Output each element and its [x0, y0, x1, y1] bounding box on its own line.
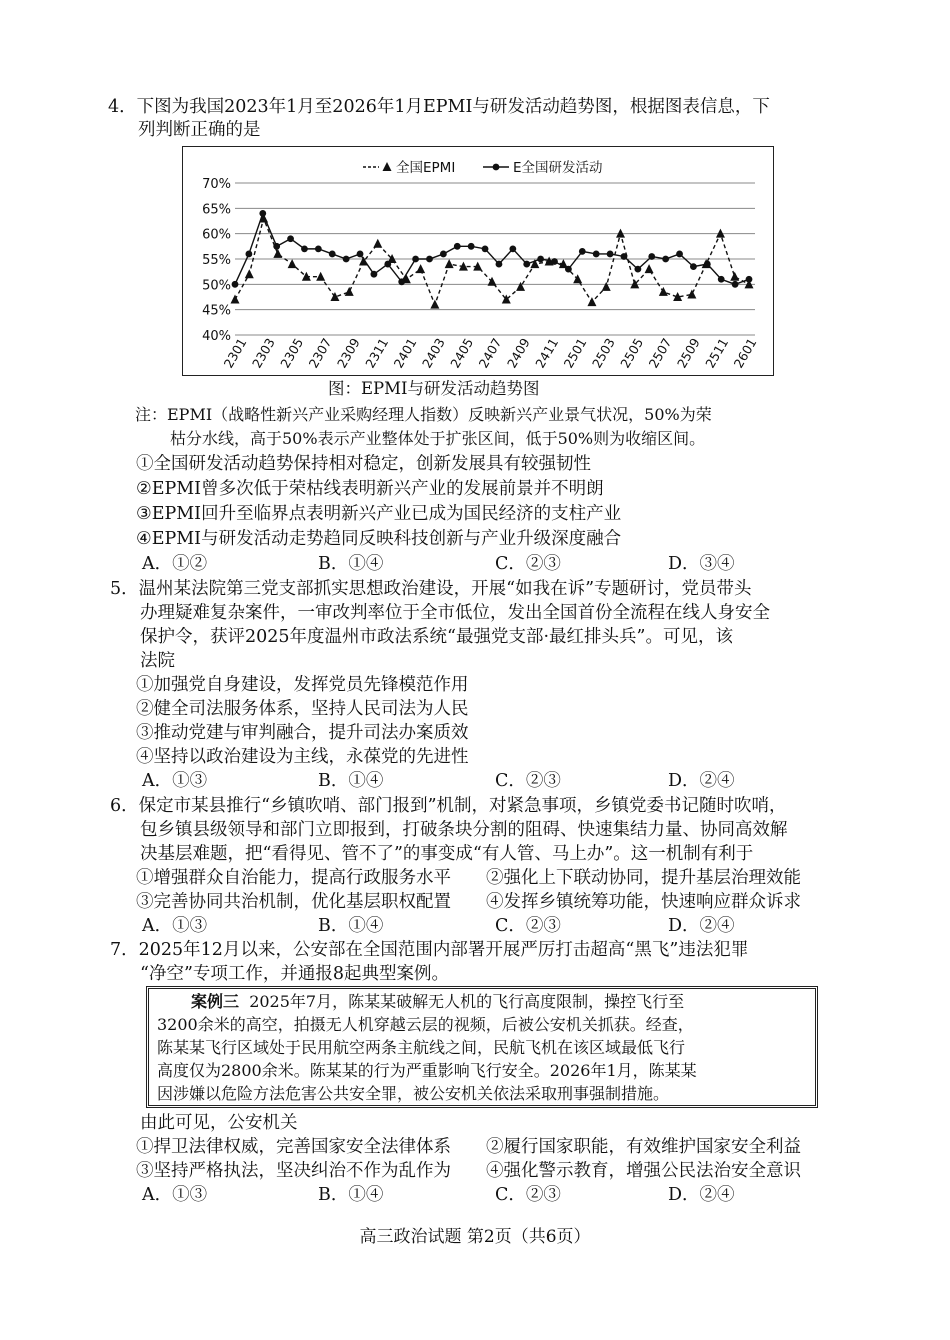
x-tick-label: 2303: [248, 335, 278, 371]
x-tick-label: 2311: [362, 335, 392, 371]
q7-option-2: ②履行国家职能，有效维护国家安全利益: [486, 1137, 801, 1157]
legend-rd-label: E全国研发活动: [513, 160, 603, 176]
rd-point: [357, 251, 364, 258]
epmi-point: [416, 264, 425, 273]
rd-point: [384, 261, 391, 268]
epmi-point: [645, 264, 654, 273]
x-tick-label: 2405: [447, 335, 477, 371]
epmi-point: [373, 239, 382, 248]
q4-note-line2: 枯分水线，高于50%表示产业整体处于扩张区间，低于50%则为收缩区间。: [170, 429, 706, 448]
q7-choice-b: B．①④: [318, 1185, 384, 1205]
page-footer: 高三政治试题 第2页（共6页）: [359, 1227, 591, 1247]
x-tick-label: 2407: [475, 335, 505, 371]
rd-point: [482, 245, 489, 252]
q7-stem-line1: 7．2025年12月以来，公安部在全国范围内部署开展严厉打击超高“黑飞”违法犯罪: [110, 940, 749, 960]
rd-point: [746, 276, 753, 283]
q5-option-3: ③推动党建与审判融合，提升司法办案质效: [136, 723, 469, 743]
q7-option-4: ④强化警示教育，增强公民法治安全意识: [486, 1161, 801, 1181]
series-line-0: [235, 218, 749, 304]
q6-option-2: ②强化上下联动协同，提升基层治理效能: [486, 868, 801, 888]
x-tick-label: 2507: [645, 335, 675, 371]
y-tick-label: 65%: [202, 202, 231, 218]
q5-choice-d: D．②④: [668, 771, 735, 791]
rd-point: [287, 235, 294, 242]
epmi-point: [345, 287, 354, 296]
rd-point: [579, 248, 586, 255]
epmi-point: [602, 282, 611, 291]
epmi-point: [516, 282, 525, 291]
case-line2: 3200余米的高空，拍摄无人机穿越云层的视频，后被公安机关抓获。经查，: [157, 1015, 694, 1034]
q6-option-3: ③完善协同共治机制，优化基层职权配置: [136, 892, 451, 912]
rd-point: [593, 251, 600, 258]
q6-stem-line3: 决基层难题，把“看得见、管不了”的事变成“有人管、马上办”。这一机制有利于: [140, 844, 754, 864]
rd-point: [412, 256, 419, 263]
rd-point: [454, 243, 461, 250]
epmi-point: [659, 287, 668, 296]
rd-point: [537, 256, 544, 263]
q6-choice-c: C．②③: [495, 916, 561, 936]
q4-stem-line1: 4．下图为我国2023年1月至2026年1月EPMI与研发活动趋势图，根据图表信息，下: [108, 97, 770, 117]
rd-point: [301, 245, 308, 252]
x-tick-label: 2309: [333, 335, 363, 371]
case-line3: 陈某某飞行区域处于民用航空两条主航线之间，民航飞机在该区域最低飞行: [157, 1038, 686, 1057]
case-line1-wrap: [191, 991, 684, 1013]
rd-point: [245, 251, 252, 258]
x-tick-label: 2509: [673, 335, 703, 371]
epmi-chart: [183, 147, 772, 374]
rd-point: [371, 271, 378, 278]
x-tick-label: 2411: [532, 335, 562, 371]
q5-choice-a: A．①③: [142, 771, 208, 791]
q4-choice-b: B．①④: [318, 554, 384, 574]
q5-stem-line1: 5．温州某法院第三党支部抓实思想政治建设，开展“如我在诉”专题研讨，党员带头: [110, 579, 752, 599]
q5-choice-b: B．①④: [318, 771, 384, 791]
rd-point: [523, 261, 530, 268]
rd-point: [648, 253, 655, 260]
q4-note-line1: 注：EPMI（战略性新兴产业采购经理人指数）反映新兴产业景气状况，50%为荣: [135, 405, 712, 424]
rd-point: [259, 210, 266, 217]
epmi-point: [573, 274, 582, 283]
q4-stem-line2: 列判断正确的是: [138, 120, 261, 140]
epmi-point: [616, 229, 625, 238]
rd-point: [718, 276, 725, 283]
case-title: 案例三: [191, 992, 240, 1011]
chart-caption: 图：EPMI与研发活动趋势图: [328, 379, 540, 398]
q4-choice-a: A．①②: [142, 554, 208, 574]
case-line1: 2025年7月，陈某某破解无人机的飞行高度限制，操控飞行至: [249, 992, 685, 1011]
q7-stem-line3: 由此可见，公安机关: [140, 1113, 298, 1133]
case-box: [146, 986, 818, 1108]
rd-point: [468, 243, 475, 250]
rd-point: [232, 281, 239, 288]
epmi-point: [288, 259, 297, 268]
x-tick-label: 2409: [503, 335, 533, 371]
series-line-1: [235, 213, 749, 284]
q6-option-4: ④发挥乡镇统筹功能，快速响应群众诉求: [486, 892, 801, 912]
q7-option-1: ①捍卫法律权威，完善国家安全法律体系: [136, 1137, 451, 1157]
q7-choice-c: C．②③: [495, 1185, 561, 1205]
x-tick-label: 2305: [277, 335, 307, 371]
rd-point: [496, 261, 503, 268]
q4-option-2: ②EPMI曾多次低于荣枯线表明新兴产业的发展前景并不明朗: [136, 479, 604, 499]
q6-choice-a: A．①③: [142, 916, 208, 936]
q5-option-4: ④坚持以政治建设为主线，永葆党的先进性: [136, 747, 469, 767]
y-tick-label: 70%: [202, 177, 231, 192]
rd-point: [565, 266, 572, 273]
rd-point: [509, 245, 516, 252]
epmi-point: [245, 269, 254, 278]
q6-stem-line1: 6．保定市某县推行“乡镇吹哨、部门报到”机制，对紧急事项，乡镇党委书记随时吹哨，: [110, 796, 787, 816]
legend-epmi-marker: [383, 162, 392, 171]
q6-choice-d: D．②④: [668, 916, 735, 936]
rd-point: [440, 251, 447, 258]
q5-stem-line4: 法院: [140, 651, 175, 671]
rd-point: [676, 251, 683, 258]
q5-option-2: ②健全司法服务体系，坚持人民司法为人民: [136, 699, 469, 719]
q5-stem-line3: 保护令，获评2025年度温州市政法系统“最强党支部·最红排头兵”。可见，该: [140, 627, 733, 647]
q7-option-3: ③坚持严格执法，坚决纠治不作为乱作为: [136, 1161, 451, 1181]
q4-choice-d: D．③④: [668, 554, 735, 574]
case-line5: 因涉嫌以危险方法危害公共安全罪，被公安机关依法采取刑事强制措施。: [157, 1084, 670, 1103]
rd-point: [634, 266, 641, 273]
x-tick-label: 2501: [560, 335, 590, 371]
epmi-point: [273, 249, 282, 258]
rd-point: [329, 251, 336, 258]
q7-stem-line2: “净空”专项工作，并通报8起典型案例。: [140, 964, 450, 984]
rd-point: [662, 256, 669, 263]
y-tick-label: 40%: [202, 329, 231, 344]
rd-point: [607, 251, 614, 258]
x-tick-label: 2511: [702, 335, 732, 371]
epmi-point: [716, 229, 725, 238]
epmi-point: [430, 300, 439, 309]
x-tick-label: 2503: [588, 335, 618, 371]
q7-choice-d: D．②④: [668, 1185, 735, 1205]
y-tick-label: 45%: [202, 303, 231, 319]
q4-option-4: ④EPMI与研发活动走势趋同反映科技创新与产业升级深度融合: [136, 529, 622, 549]
y-tick-label: 60%: [202, 227, 231, 243]
y-tick-label: 50%: [202, 278, 231, 294]
epmi-point: [316, 272, 325, 281]
q5-stem-line2: 办理疑难复杂案件，一审改判率位于全市低位，发出全国首份全流程在线人身安全: [140, 603, 770, 623]
x-tick-label: 2401: [390, 335, 420, 371]
rd-point: [273, 243, 280, 250]
x-tick-label: 2301: [220, 335, 250, 371]
x-tick-label: 2601: [730, 335, 760, 371]
x-tick-label: 2403: [418, 335, 448, 371]
epmi-point: [488, 277, 497, 286]
epmi-point: [687, 289, 696, 298]
case-line4: 高度仅为2800余米。陈某某的行为严重影响飞行安全。2026年1月，陈某某: [157, 1061, 697, 1080]
q4-choice-c: C．②③: [495, 554, 561, 574]
rd-point: [690, 263, 697, 270]
q6-option-1: ①增强群众自治能力，提高行政服务水平: [136, 868, 451, 888]
epmi-point: [730, 272, 739, 281]
rd-point: [343, 256, 350, 263]
q5-option-1: ①加强党自身建设，发挥党员先锋模范作用: [136, 675, 469, 695]
rd-point: [732, 281, 739, 288]
rd-point: [704, 261, 711, 268]
rd-point: [426, 256, 433, 263]
y-tick-label: 55%: [202, 253, 231, 268]
rd-point: [551, 258, 558, 265]
x-tick-label: 2307: [305, 335, 335, 371]
legend-rd-marker: [493, 164, 500, 171]
rd-point: [315, 245, 322, 252]
q6-choice-b: B．①④: [318, 916, 384, 936]
q5-choice-c: C．②③: [495, 771, 561, 791]
q7-choice-a: A．①③: [142, 1185, 208, 1205]
x-tick-label: 2505: [617, 335, 647, 371]
rd-point: [621, 253, 628, 260]
q4-option-3: ③EPMI回升至临界点表明新兴产业已成为国民经济的支柱产业: [136, 504, 622, 524]
q6-stem-line2: 包乡镇县级领导和部门立即报到，打破条块分割的阻碍、快速集结力量、协同高效解: [140, 820, 788, 840]
legend-epmi-label: 全国EPMI: [396, 160, 456, 176]
q4-option-1: ①全国研发活动趋势保持相对稳定，创新发展具有较强韧性: [136, 454, 591, 474]
epmi-point: [231, 295, 240, 304]
rd-point: [398, 278, 405, 285]
chart-frame: [182, 146, 774, 376]
epmi-point: [445, 259, 454, 268]
